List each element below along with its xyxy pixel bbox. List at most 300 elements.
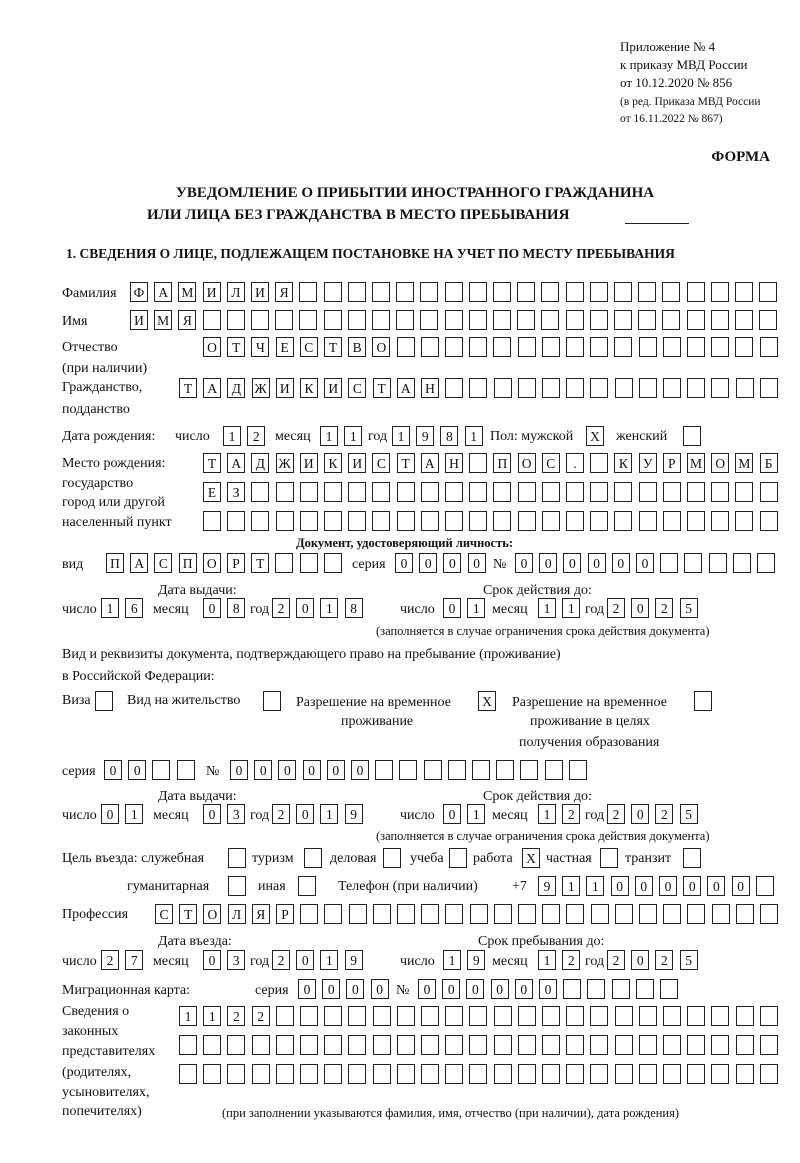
stay-number-cell[interactable] (520, 760, 538, 780)
phone-cell[interactable]: 1 (562, 876, 580, 896)
birthplace-1-cell[interactable]: Н (445, 453, 463, 473)
phone-cell[interactable]: 0 (659, 876, 677, 896)
citizenship-cell[interactable] (760, 378, 778, 398)
stay-valid-year-cell[interactable]: 5 (680, 804, 698, 824)
id-valid-year-cell[interactable]: 5 (680, 598, 698, 618)
reps-1-cell[interactable] (639, 1006, 657, 1026)
reps-2-cell[interactable] (421, 1035, 439, 1055)
id-number-cell[interactable]: 0 (515, 553, 533, 573)
stay-number-cell[interactable]: 0 (230, 760, 248, 780)
id-kind-cell[interactable]: П (179, 553, 197, 573)
id-number-cell[interactable] (660, 553, 678, 573)
id-kind-cell[interactable]: О (203, 553, 221, 573)
name-cell[interactable] (420, 310, 438, 330)
reps-1-cell[interactable] (276, 1006, 294, 1026)
patronymic-cell[interactable] (566, 337, 584, 357)
citizenship-cell[interactable]: С (348, 378, 366, 398)
birth-day-cell[interactable]: 1 (223, 426, 241, 446)
stay-number-cell[interactable] (545, 760, 563, 780)
birthplace-1-cell[interactable] (469, 453, 487, 473)
mc-number-cell[interactable]: 0 (442, 979, 460, 999)
reps-1-cell[interactable] (469, 1006, 487, 1026)
surname-cell[interactable] (445, 282, 463, 302)
citizenship-cell[interactable] (469, 378, 487, 398)
name-cell[interactable] (614, 310, 632, 330)
reps-2-cell[interactable] (227, 1035, 245, 1055)
id-kind-cell[interactable]: П (106, 553, 124, 573)
birthplace-2-cell[interactable]: Е (203, 482, 221, 502)
birthplace-3-cell[interactable] (493, 511, 511, 531)
birthplace-2-cell[interactable]: З (227, 482, 245, 502)
name-cell[interactable] (469, 310, 487, 330)
birthplace-1-cell[interactable]: Ж (276, 453, 294, 473)
birthplace-3-cell[interactable] (276, 511, 294, 531)
profession-cell[interactable] (494, 904, 512, 924)
reps-2-cell[interactable] (373, 1035, 391, 1055)
reps-2-cell[interactable] (590, 1035, 608, 1055)
id-number-cell[interactable] (684, 553, 702, 573)
birthplace-3-cell[interactable] (397, 511, 415, 531)
citizenship-cell[interactable] (542, 378, 560, 398)
citizenship-cell[interactable] (663, 378, 681, 398)
reps-2-cell[interactable] (615, 1035, 633, 1055)
visa-cell[interactable] (95, 691, 113, 711)
patronymic-cell[interactable] (711, 337, 729, 357)
stay-number-cell[interactable] (399, 760, 417, 780)
id-issue-day-cell[interactable]: 6 (125, 598, 143, 618)
birthplace-2-cell[interactable] (469, 482, 487, 502)
mc-number-cell[interactable]: 0 (491, 979, 509, 999)
id-kind-cell[interactable] (275, 553, 293, 573)
reps-3-cell[interactable] (252, 1064, 270, 1084)
id-number-cell[interactable] (709, 553, 727, 573)
reps-1-cell[interactable] (542, 1006, 560, 1026)
purpose-official-cell[interactable] (228, 848, 246, 868)
stay-number-cell[interactable]: 0 (278, 760, 296, 780)
stay-series-cell[interactable]: 0 (128, 760, 146, 780)
stay-valid-year-cell[interactable]: 2 (607, 804, 625, 824)
mc-number-cell[interactable] (612, 979, 630, 999)
id-kind-cell[interactable]: С (154, 553, 172, 573)
name-cell[interactable] (372, 310, 390, 330)
id-issue-day-cell[interactable]: 1 (101, 598, 119, 618)
reps-3-cell[interactable] (421, 1064, 439, 1084)
surname-cell[interactable] (396, 282, 414, 302)
reps-2-cell[interactable] (542, 1035, 560, 1055)
stay-valid-year-cell[interactable]: 0 (631, 804, 649, 824)
birthplace-2-cell[interactable] (372, 482, 390, 502)
birth-year-cell[interactable]: 1 (465, 426, 483, 446)
surname-cell[interactable] (420, 282, 438, 302)
reps-1-cell[interactable] (590, 1006, 608, 1026)
surname-cell[interactable] (735, 282, 753, 302)
birthplace-2-cell[interactable] (300, 482, 318, 502)
entry-day-cell[interactable]: 7 (125, 950, 143, 970)
reps-3-cell[interactable] (736, 1064, 754, 1084)
citizenship-cell[interactable] (590, 378, 608, 398)
birthplace-3-cell[interactable] (663, 511, 681, 531)
name-cell[interactable] (251, 310, 269, 330)
citizenship-cell[interactable] (711, 378, 729, 398)
stay-issue-year-cell[interactable]: 0 (296, 804, 314, 824)
reps-3-cell[interactable] (203, 1064, 221, 1084)
residence-permit-cell[interactable] (263, 691, 281, 711)
reps-3-cell[interactable] (639, 1064, 657, 1084)
profession-cell[interactable] (687, 904, 705, 924)
name-cell[interactable]: М (154, 310, 172, 330)
reps-1-cell[interactable] (445, 1006, 463, 1026)
profession-cell[interactable] (615, 904, 633, 924)
citizenship-cell[interactable]: Т (179, 378, 197, 398)
name-cell[interactable] (227, 310, 245, 330)
stay-number-cell[interactable] (569, 760, 587, 780)
purpose-humanitarian-cell[interactable] (228, 876, 246, 896)
birthplace-3-cell[interactable] (614, 511, 632, 531)
reps-2-cell[interactable] (518, 1035, 536, 1055)
surname-cell[interactable] (517, 282, 535, 302)
id-valid-day-cell[interactable]: 0 (443, 598, 461, 618)
birthplace-2-cell[interactable] (397, 482, 415, 502)
citizenship-cell[interactable] (687, 378, 705, 398)
birthplace-1-cell[interactable]: О (518, 453, 536, 473)
profession-cell[interactable] (470, 904, 488, 924)
patronymic-cell[interactable] (445, 337, 463, 357)
birthplace-3-cell[interactable] (639, 511, 657, 531)
stay-until-day-cell[interactable]: 1 (443, 950, 461, 970)
profession-cell[interactable] (736, 904, 754, 924)
reps-3-cell[interactable] (276, 1064, 294, 1084)
surname-cell[interactable] (566, 282, 584, 302)
entry-year-cell[interactable]: 9 (345, 950, 363, 970)
id-number-cell[interactable] (733, 553, 751, 573)
birthplace-3-cell[interactable] (348, 511, 366, 531)
reps-2-cell[interactable] (397, 1035, 415, 1055)
birthplace-1-cell[interactable]: П (493, 453, 511, 473)
surname-cell[interactable] (687, 282, 705, 302)
phone-cell[interactable]: 0 (611, 876, 629, 896)
stay-valid-day-cell[interactable]: 0 (443, 804, 461, 824)
stay-series-cell[interactable]: 0 (104, 760, 122, 780)
birthplace-2-cell[interactable] (276, 482, 294, 502)
reps-1-cell[interactable] (348, 1006, 366, 1026)
reps-3-cell[interactable] (348, 1064, 366, 1084)
reps-3-cell[interactable] (760, 1064, 778, 1084)
id-series-cell[interactable]: 0 (468, 553, 486, 573)
id-valid-year-cell[interactable]: 2 (655, 598, 673, 618)
id-issue-year-cell[interactable]: 8 (345, 598, 363, 618)
citizenship-cell[interactable] (615, 378, 633, 398)
birth-day-cell[interactable]: 2 (247, 426, 265, 446)
reps-3-cell[interactable] (300, 1064, 318, 1084)
name-cell[interactable] (275, 310, 293, 330)
citizenship-cell[interactable]: Н (421, 378, 439, 398)
id-number-cell[interactable] (757, 553, 775, 573)
stay-number-cell[interactable] (375, 760, 393, 780)
citizenship-cell[interactable]: А (397, 378, 415, 398)
birth-month-cell[interactable]: 1 (320, 426, 338, 446)
purpose-work-cell[interactable]: X (522, 848, 540, 868)
patronymic-cell[interactable]: Т (324, 337, 342, 357)
name-cell[interactable] (687, 310, 705, 330)
reps-2-cell[interactable] (300, 1035, 318, 1055)
reps-1-cell[interactable] (518, 1006, 536, 1026)
birthplace-3-cell[interactable] (227, 511, 245, 531)
stay-issue-month-cell[interactable]: 3 (227, 804, 245, 824)
stay-number-cell[interactable]: 0 (303, 760, 321, 780)
surname-cell[interactable] (372, 282, 390, 302)
profession-cell[interactable] (300, 904, 318, 924)
name-cell[interactable] (299, 310, 317, 330)
entry-month-cell[interactable]: 0 (203, 950, 221, 970)
purpose-private-cell[interactable] (600, 848, 618, 868)
name-cell[interactable] (566, 310, 584, 330)
mc-number-cell[interactable]: 0 (539, 979, 557, 999)
mc-series-cell[interactable]: 0 (346, 979, 364, 999)
stay-valid-day-cell[interactable]: 1 (467, 804, 485, 824)
stay-issue-year-cell[interactable]: 9 (345, 804, 363, 824)
surname-cell[interactable] (759, 282, 777, 302)
patronymic-cell[interactable]: Е (276, 337, 294, 357)
surname-cell[interactable] (662, 282, 680, 302)
birthplace-3-cell[interactable] (421, 511, 439, 531)
reps-1-cell[interactable] (397, 1006, 415, 1026)
reps-1-cell[interactable] (494, 1006, 512, 1026)
stay-until-month-cell[interactable]: 1 (538, 950, 556, 970)
reps-2-cell[interactable] (494, 1035, 512, 1055)
reps-2-cell[interactable] (760, 1035, 778, 1055)
stay-number-cell[interactable]: 0 (254, 760, 272, 780)
reps-1-cell[interactable] (566, 1006, 584, 1026)
stay-until-year-cell[interactable]: 2 (655, 950, 673, 970)
stay-issue-year-cell[interactable]: 2 (272, 804, 290, 824)
purpose-transit-cell[interactable] (683, 848, 701, 868)
profession-cell[interactable] (712, 904, 730, 924)
birthplace-1-cell[interactable]: С (542, 453, 560, 473)
id-issue-month-cell[interactable]: 0 (203, 598, 221, 618)
birthplace-2-cell[interactable] (639, 482, 657, 502)
sex-male-cell[interactable]: X (586, 426, 604, 446)
name-cell[interactable] (711, 310, 729, 330)
reps-3-cell[interactable] (590, 1064, 608, 1084)
profession-cell[interactable] (445, 904, 463, 924)
birthplace-1-cell[interactable]: А (421, 453, 439, 473)
birthplace-3-cell[interactable] (203, 511, 221, 531)
reps-1-cell[interactable]: 1 (203, 1006, 221, 1026)
patronymic-cell[interactable]: О (203, 337, 221, 357)
id-number-cell[interactable]: 0 (636, 553, 654, 573)
patronymic-cell[interactable] (639, 337, 657, 357)
patronymic-cell[interactable] (590, 337, 608, 357)
reps-2-cell[interactable] (348, 1035, 366, 1055)
citizenship-cell[interactable] (736, 378, 754, 398)
patronymic-cell[interactable] (542, 337, 560, 357)
name-cell[interactable] (735, 310, 753, 330)
id-valid-month-cell[interactable]: 1 (538, 598, 556, 618)
birthplace-1-cell[interactable]: У (639, 453, 657, 473)
reps-1-cell[interactable] (711, 1006, 729, 1026)
name-cell[interactable] (203, 310, 221, 330)
birthplace-2-cell[interactable] (566, 482, 584, 502)
surname-cell[interactable]: А (154, 282, 172, 302)
id-issue-year-cell[interactable]: 0 (296, 598, 314, 618)
birthplace-2-cell[interactable] (542, 482, 560, 502)
birthplace-3-cell[interactable] (760, 511, 778, 531)
citizenship-cell[interactable]: Д (227, 378, 245, 398)
entry-year-cell[interactable]: 2 (272, 950, 290, 970)
patronymic-cell[interactable] (421, 337, 439, 357)
surname-cell[interactable] (711, 282, 729, 302)
stay-number-cell[interactable]: 0 (327, 760, 345, 780)
stay-issue-day-cell[interactable]: 1 (125, 804, 143, 824)
id-series-cell[interactable]: 0 (443, 553, 461, 573)
reps-1-cell[interactable] (373, 1006, 391, 1026)
name-cell[interactable] (348, 310, 366, 330)
temp-residence-cell[interactable]: X (478, 691, 496, 711)
profession-cell[interactable]: С (155, 904, 173, 924)
birthplace-3-cell[interactable] (469, 511, 487, 531)
birthplace-3-cell[interactable] (542, 511, 560, 531)
name-cell[interactable] (517, 310, 535, 330)
id-valid-year-cell[interactable]: 2 (607, 598, 625, 618)
reps-2-cell[interactable] (711, 1035, 729, 1055)
name-cell[interactable]: Я (178, 310, 196, 330)
phone-cell[interactable]: 0 (683, 876, 701, 896)
id-number-cell[interactable]: 0 (539, 553, 557, 573)
name-cell[interactable] (324, 310, 342, 330)
patronymic-cell[interactable] (614, 337, 632, 357)
reps-3-cell[interactable] (663, 1064, 681, 1084)
stay-number-cell[interactable]: 0 (351, 760, 369, 780)
reps-1-cell[interactable] (687, 1006, 705, 1026)
birthplace-2-cell[interactable] (687, 482, 705, 502)
stay-number-cell[interactable] (496, 760, 514, 780)
reps-2-cell[interactable] (566, 1035, 584, 1055)
patronymic-cell[interactable] (687, 337, 705, 357)
birthplace-3-cell[interactable] (372, 511, 390, 531)
surname-cell[interactable]: И (251, 282, 269, 302)
profession-cell[interactable] (663, 904, 681, 924)
entry-day-cell[interactable]: 2 (101, 950, 119, 970)
surname-cell[interactable]: Л (227, 282, 245, 302)
profession-cell[interactable] (421, 904, 439, 924)
stay-until-year-cell[interactable]: 5 (680, 950, 698, 970)
patronymic-cell[interactable]: С (300, 337, 318, 357)
reps-3-cell[interactable] (542, 1064, 560, 1084)
reps-2-cell[interactable] (203, 1035, 221, 1055)
surname-cell[interactable] (614, 282, 632, 302)
name-cell[interactable] (396, 310, 414, 330)
stay-issue-day-cell[interactable]: 0 (101, 804, 119, 824)
phone-cell[interactable]: 1 (586, 876, 604, 896)
id-number-cell[interactable]: 0 (563, 553, 581, 573)
profession-cell[interactable]: Т (179, 904, 197, 924)
profession-cell[interactable]: Л (228, 904, 246, 924)
id-number-cell[interactable]: 0 (588, 553, 606, 573)
id-series-cell[interactable]: 0 (419, 553, 437, 573)
citizenship-cell[interactable]: И (324, 378, 342, 398)
birthplace-1-cell[interactable]: О (711, 453, 729, 473)
reps-2-cell[interactable] (445, 1035, 463, 1055)
reps-3-cell[interactable] (469, 1064, 487, 1084)
name-cell[interactable] (541, 310, 559, 330)
profession-cell[interactable] (324, 904, 342, 924)
surname-cell[interactable]: Я (275, 282, 293, 302)
birth-year-cell[interactable]: 9 (416, 426, 434, 446)
reps-3-cell[interactable] (615, 1064, 633, 1084)
birthplace-2-cell[interactable] (251, 482, 269, 502)
stay-until-year-cell[interactable]: 0 (631, 950, 649, 970)
profession-cell[interactable] (591, 904, 609, 924)
patronymic-cell[interactable] (735, 337, 753, 357)
patronymic-cell[interactable] (760, 337, 778, 357)
name-cell[interactable] (590, 310, 608, 330)
stay-valid-year-cell[interactable]: 2 (655, 804, 673, 824)
reps-3-cell[interactable] (566, 1064, 584, 1084)
patronymic-cell[interactable]: О (372, 337, 390, 357)
stay-valid-month-cell[interactable]: 1 (538, 804, 556, 824)
reps-2-cell[interactable] (736, 1035, 754, 1055)
id-kind-cell[interactable]: А (130, 553, 148, 573)
citizenship-cell[interactable] (639, 378, 657, 398)
citizenship-cell[interactable] (494, 378, 512, 398)
reps-1-cell[interactable]: 2 (227, 1006, 245, 1026)
id-kind-cell[interactable]: Т (251, 553, 269, 573)
reps-2-cell[interactable] (276, 1035, 294, 1055)
surname-cell[interactable] (324, 282, 342, 302)
id-valid-day-cell[interactable]: 1 (467, 598, 485, 618)
mc-number-cell[interactable]: 0 (466, 979, 484, 999)
birthplace-1-cell[interactable]: . (566, 453, 584, 473)
mc-number-cell[interactable]: 0 (515, 979, 533, 999)
id-valid-year-cell[interactable]: 0 (631, 598, 649, 618)
birthplace-2-cell[interactable] (445, 482, 463, 502)
surname-cell[interactable] (493, 282, 511, 302)
birthplace-1-cell[interactable]: М (735, 453, 753, 473)
patronymic-cell[interactable]: Ч (251, 337, 269, 357)
stay-until-year-cell[interactable]: 2 (607, 950, 625, 970)
phone-cell[interactable]: 0 (635, 876, 653, 896)
birthplace-2-cell[interactable] (614, 482, 632, 502)
temp-edu-cell[interactable] (694, 691, 712, 711)
mc-number-cell[interactable] (636, 979, 654, 999)
birthplace-1-cell[interactable]: Б (760, 453, 778, 473)
surname-cell[interactable]: М (178, 282, 196, 302)
profession-cell[interactable] (397, 904, 415, 924)
reps-1-cell[interactable] (663, 1006, 681, 1026)
id-kind-cell[interactable] (300, 553, 318, 573)
citizenship-cell[interactable]: Ж (252, 378, 270, 398)
profession-cell[interactable]: Р (276, 904, 294, 924)
id-series-cell[interactable]: 0 (395, 553, 413, 573)
entry-month-cell[interactable]: 3 (227, 950, 245, 970)
profession-cell[interactable]: Я (252, 904, 270, 924)
mc-number-cell[interactable] (587, 979, 605, 999)
profession-cell[interactable] (373, 904, 391, 924)
surname-cell[interactable] (590, 282, 608, 302)
stay-issue-year-cell[interactable]: 1 (320, 804, 338, 824)
profession-cell[interactable] (542, 904, 560, 924)
birthplace-3-cell[interactable] (324, 511, 342, 531)
birthplace-1-cell[interactable]: М (687, 453, 705, 473)
birthplace-1-cell[interactable]: К (614, 453, 632, 473)
purpose-business-cell[interactable] (383, 848, 401, 868)
reps-1-cell[interactable] (300, 1006, 318, 1026)
citizenship-cell[interactable] (566, 378, 584, 398)
birthplace-2-cell[interactable] (760, 482, 778, 502)
birthplace-2-cell[interactable] (735, 482, 753, 502)
reps-3-cell[interactable] (445, 1064, 463, 1084)
profession-cell[interactable] (639, 904, 657, 924)
